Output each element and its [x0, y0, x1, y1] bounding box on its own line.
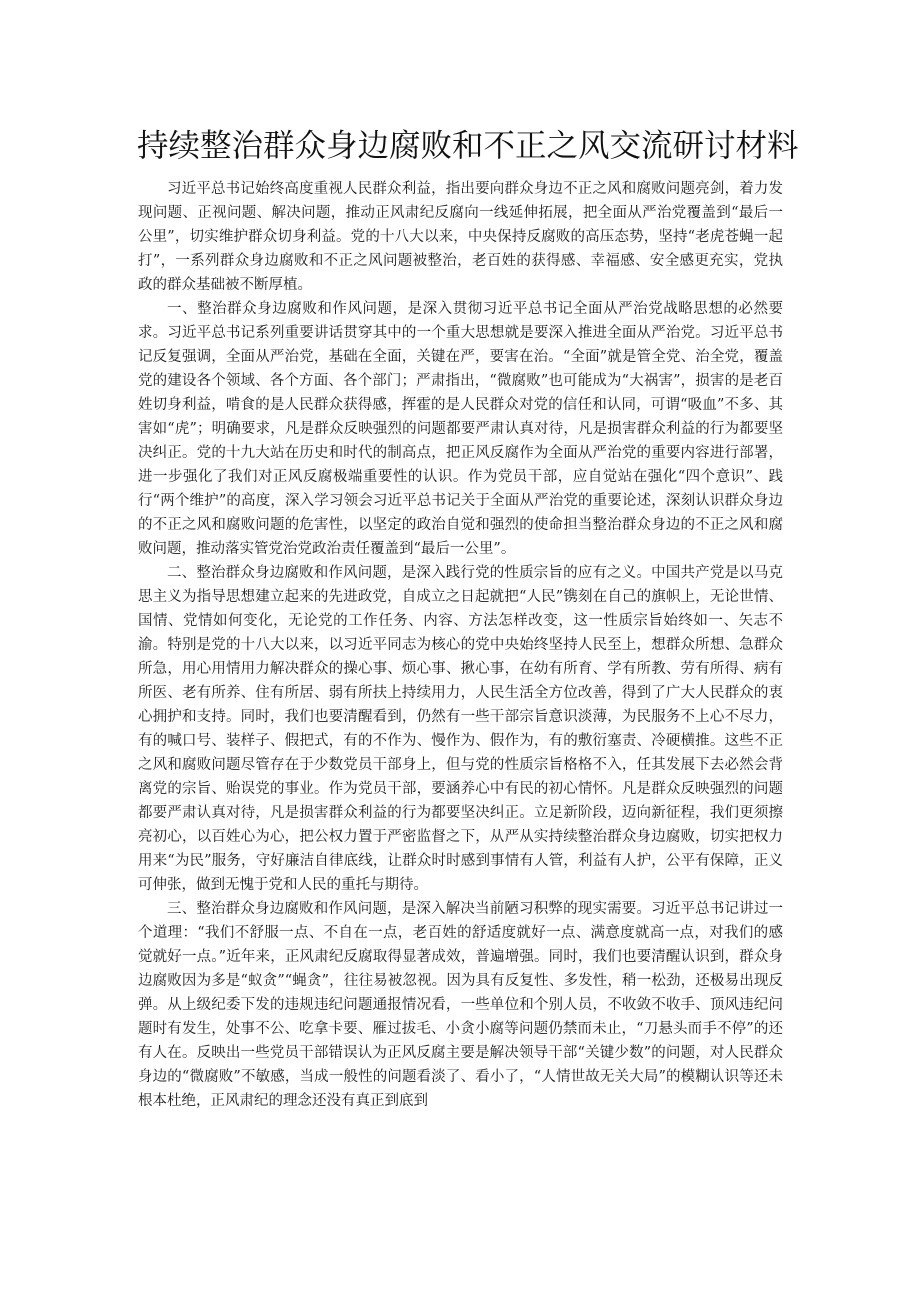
section-3-paragraph: 三、整治群众身边腐败和作风问题，是深入解决当前陋习积弊的现实需要。习近平总书记讲过一个道理：“我们不舒服一点、不自在一点，老百姓的舒适度就好一点、满意度就高一点，对我们的感觉就好一点。”近年来，正风肃纪反腐取得显著成效，普遍增强。同时，我们也要清醒认识到，群众身边腐败因为多是“蚁贪”“蝇贪”，往往易被忽视。因为具有反复性、多发性，稍一松劲，还极易出现反弹。从上级纪委下发的违规违纪问题通报情况看，一些单位和个别人员，不收敛不收手、顶风违纪问题时有发生，处事不公、吃拿卡要、雁过拔毛、小贪小腐等问题仍禁而未止，“刀悬头而手不停”的还有人在。反映出一些党员干部错误认为正风反腐主要是解决领导干部“关键少数”的问题，对人民群众身边的“微腐败”不敏感，当成一般性的问题看淡了、看小了，“人情世故无关大局”的模糊认识等还未根本杜绝，正风肃纪的理念还没有真正到底到: [138, 901, 783, 1109]
document-title: 持续整治群众身边腐败和不正之风交流研讨材料: [137, 128, 799, 164]
intro-paragraph: 习近平总书记始终高度重视人民群众利益，指出要向群众身边不正之风和腐败问题亮剑，着力发现问题、正视问题、解决问题，推动正风肃纪反腐向一线延伸拓展，把全面从严治党覆盖到“最后一公里”，切实维护群众切身利益。党的十八大以来，中央保持反腐败的高压态势，坚持“老虎苍蝇一起打”，一系列群众身边腐败和不正之风问题被整治，老百姓的获得感、幸福感、安全感更充实，党执政的群众基础被不断厚植。: [138, 181, 783, 293]
section-2-paragraph: 二、整治群众身边腐败和作风问题，是深入践行党的性质宗旨的应有之义。中国共产党是以马克思主义为指导思想建立起来的先进政党，自成立之日起就把“人民”镌刻在自己的旗帜上，无论世情、国情、党情如何变化，无论党的工作任务、内容、方法怎样改变，这一性质宗旨始终如一、矢志不渝。特别是党的十八大以来，以习近平同志为核心的党中央始终坚持人民至上，想群众所想、急群众所急，用心用情用力解决群众的操心事、烦心事、揪心事，在幼有所育、学有所教、劳有所得、病有所医、老有所养、住有所居、弱有所扶上持续用力，人民生活全方位改善，得到了广大人民群众的衷心拥护和支持。同时，我们也要清醒看到，仍然有一些干部宗旨意识淡薄，为民服务不上心不尽力，有的喊口号、装样子、假把式，有的不作为、慢作为、假作为，有的敷衍塞责、冷硬横推。这些不正之风和腐败问题尽管存在于少数党员干部身上，但与党的性质宗旨格格不入，任其发展下去必然会背离党的宗旨、贻误党的事业。作为党员干部，要涵养心中有民的初心情怀。凡是群众反映强烈的问题都要严肃认真对待，凡是损害群众利益的行为都要坚决纠正。立足新阶段，迈向新征程，我们更须擦亮初心，以百姓心为心，把公权力置于严密监督之下，从严从实持续整治群众身边腐败，切实把权力用来“为民”服务，守好廉洁自律底线，让群众时时感到事情有人管，利益有人护，公平有保障，正义可伸张，做到无愧于党和人民的重托与期待。: [138, 565, 783, 893]
section-1-paragraph: 一、整治群众身边腐败和作风问题，是深入贯彻习近平总书记全面从严治党战略思想的必然要求。习近平总书记系列重要讲话贯穿其中的一个重大思想就是要深入推进全面从严治党。习近平总书记反复强调，全面从严治党，基础在全面，关键在严，要害在治。“全面”就是管全党、治全党，覆盖党的建设各个领域、各个方面、各个部门；严肃指出，“微腐败”也可能成为“大祸害”，损害的是老百姓切身利益，啃食的是人民群众获得感，挥霍的是人民群众对党的信任和认同，可谓“吸血”不多、其害如“虎”；明确要求，凡是群众反映强烈的问题都要严肃认真对待，凡是损害群众利益的行为都要坚决纠正。党的十九大站在历史和时代的制高点，把正风反腐作为全面从严治党的重要内容进行部署，进一步强化了我们对正风反腐极端重要性的认识。作为党员干部，应自觉站在强化“四个意识”、践行“两个维护”的高度，深入学习领会习近平总书记关于全面从严治党的重要论述，深刻认识群众身边的不正之风和腐败问题的危害性，以坚定的政治自觉和强烈的使命担当整治群众身边的不正之风和腐败问题，推动落实管党治党政治责任覆盖到“最后一公里”。: [138, 301, 783, 557]
document-body: [138, 177, 783, 1113]
